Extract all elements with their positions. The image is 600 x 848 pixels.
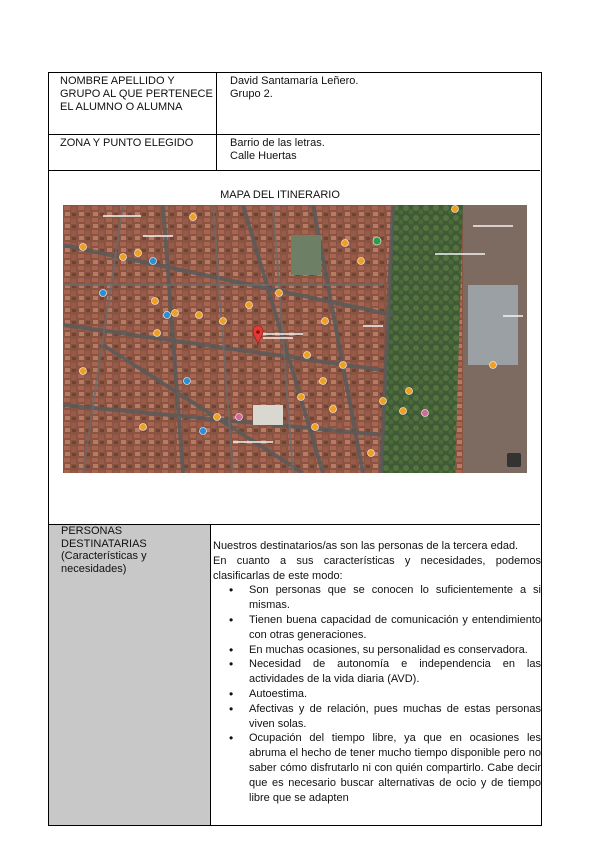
zone-value	[218, 135, 541, 171]
itinerary-map-image	[63, 205, 527, 473]
audience-intro: Nuestros destinatarios/as son las personas de la tercera edad.	[213, 540, 519, 552]
list-item: • Afectivas y de relación, pues muchas de estas personas viven solas.	[249, 702, 541, 732]
list-item: • En muchas ocasiones, su personalidad es conservadora.	[249, 643, 541, 658]
map-title: MAPA DEL ITINERARIO	[220, 189, 340, 201]
zone-neighborhood: Barrio de las letras.	[230, 137, 325, 149]
list-item: • Autoestima.	[249, 687, 541, 702]
column-divider	[216, 73, 217, 171]
audience-description	[211, 525, 541, 825]
itinerary-table	[48, 72, 542, 826]
name-group-value	[218, 73, 541, 135]
list-item: • Son personas que se conocen lo suficientemente a si mismas.	[249, 583, 541, 613]
list-item: • Necesidad de autonomía e independencia en las actividades de la vida diaria (AVD).	[249, 657, 541, 687]
needs-list	[213, 583, 541, 805]
row-divider	[49, 170, 540, 171]
student-group: Grupo 2.	[230, 88, 273, 101]
list-item: • Tienen buena capacidad de comunicación y entendimiento con otras generaciones.	[249, 613, 541, 643]
zone-street: Calle Huertas	[230, 150, 297, 163]
student-name: David Santamaría Leñero.	[230, 75, 359, 87]
list-item: • Ocupación del tiempo libre, ya que en ocasiones les abruma el hecho de tener mucho tiempo disponible pero no saber cómo disfrutarlo ni con quién compartirlo. Cabe decir que es necesario buscar alternativas de ocio y de tiempo libre que se adapten	[249, 731, 541, 805]
audience-label: PERSONAS DESTINATARIAS (Características y necesidades)	[49, 525, 211, 825]
audience-intro-2: En cuanto a sus características y necesidades, podemos clasificarlas de este modo:	[213, 554, 541, 582]
name-group-label: NOMBRE APELLIDO Y GRUPO AL QUE PERTENECE EL ALUMNO O ALUMNA	[60, 75, 213, 114]
zone-label: ZONA Y PUNTO ELEGIDO	[60, 137, 194, 149]
